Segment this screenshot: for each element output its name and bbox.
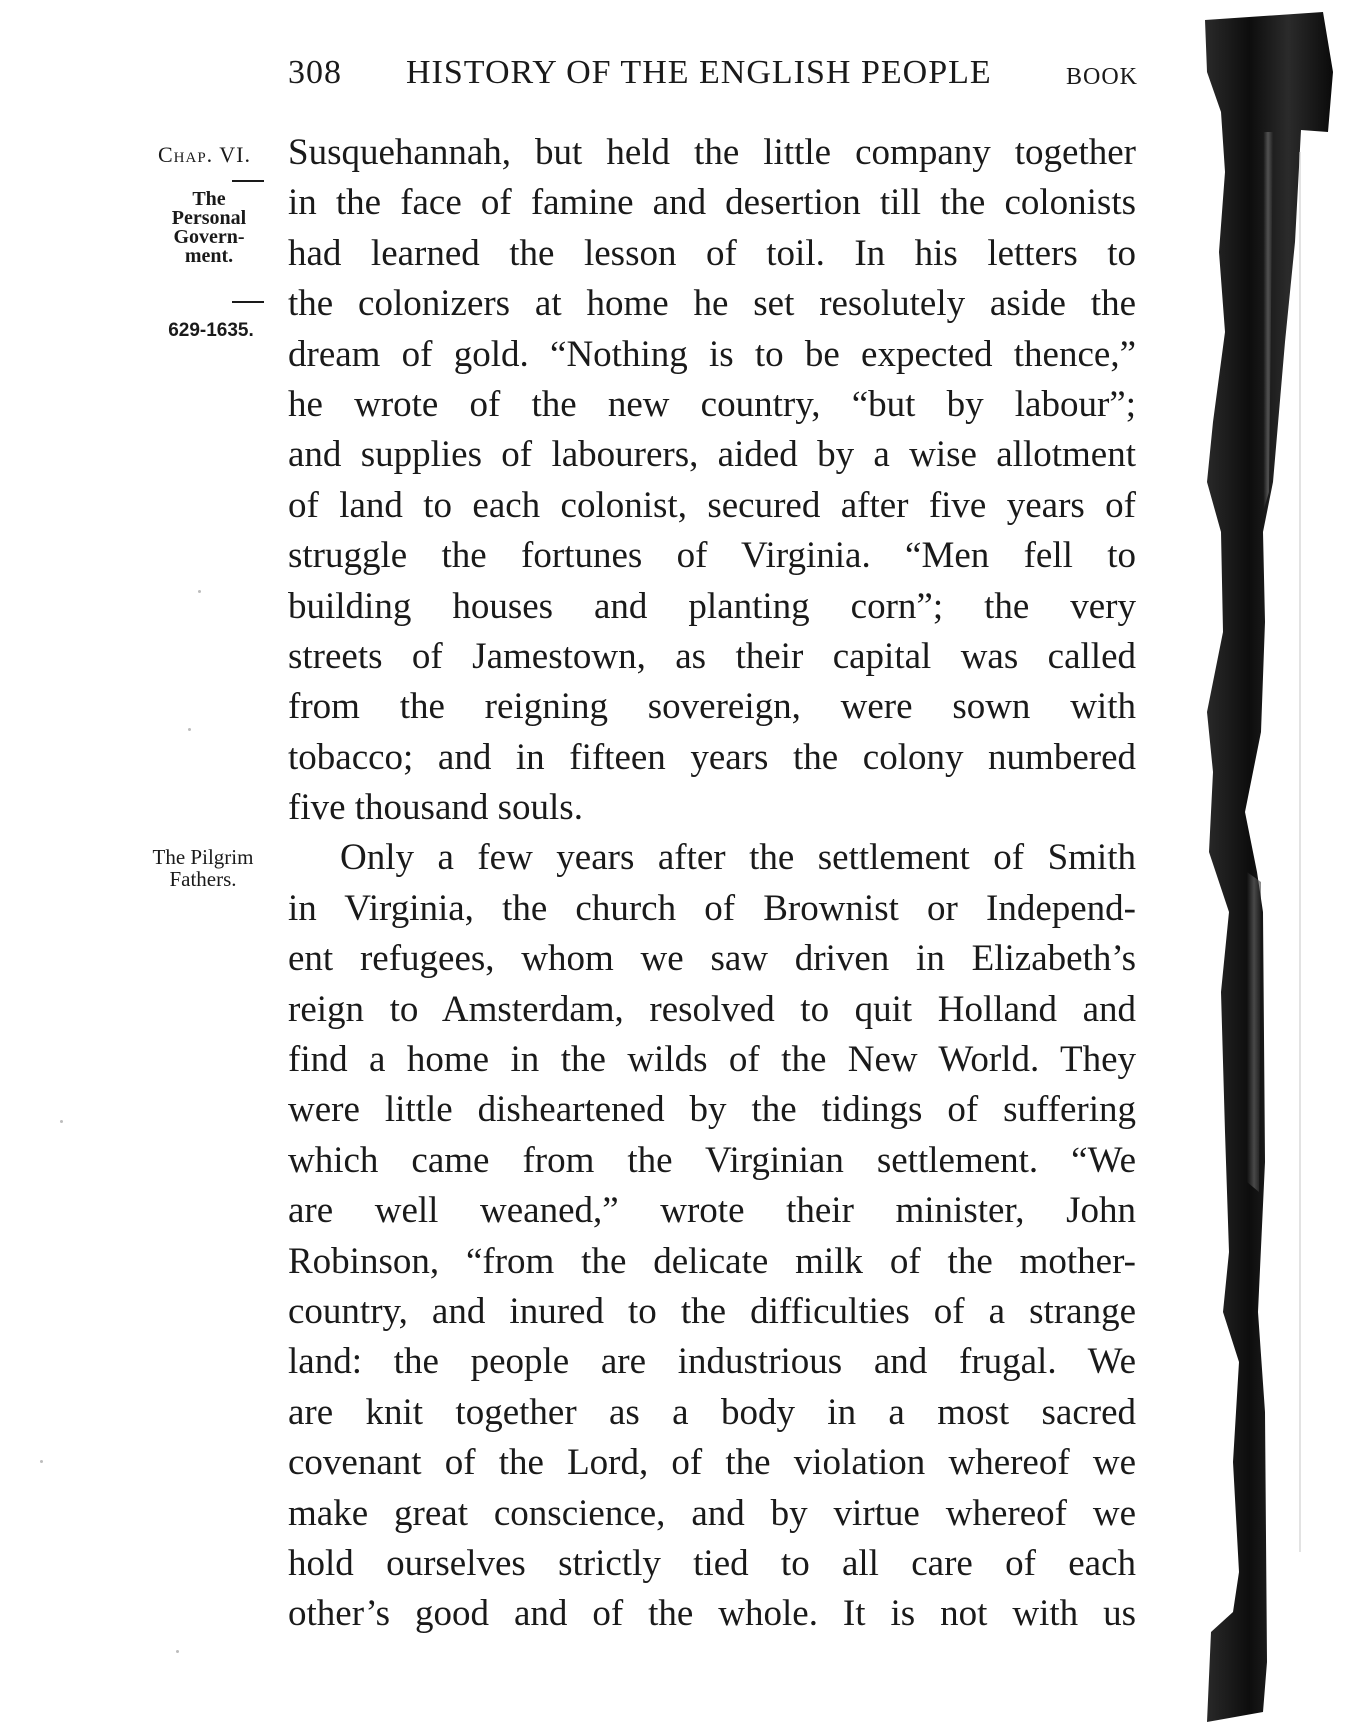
text-line: country, and inured to the difficulties of a strange xyxy=(288,1290,1136,1332)
margin-rule-top xyxy=(232,180,264,182)
text-line: make great conscience, and by virtue whereof we xyxy=(288,1492,1136,1534)
text-line: find a home in the wilds of the New World. They xyxy=(288,1039,1136,1081)
text-line: are well weaned,” wrote their minister, John xyxy=(288,1190,1136,1232)
scan-speck xyxy=(198,590,201,593)
running-book-label: BOOK xyxy=(1065,64,1138,90)
sidenote-topic-line: ment. xyxy=(184,245,234,267)
text-line: of land to each colonist, secured after five years of xyxy=(288,484,1136,526)
text-line: struggle the fortunes of Virginia. “Men fell to xyxy=(288,535,1136,577)
text-line: in the face of famine and desertion till the colonists xyxy=(288,182,1136,224)
margin-rule-bottom xyxy=(232,301,264,303)
text-line: Robinson, “from the delicate milk of the mother- xyxy=(288,1240,1136,1282)
running-title: HISTORY OF THE ENGLISH PEOPLE xyxy=(406,54,992,91)
text-line: dream of gold. “Nothing is to be expected thence,” xyxy=(288,333,1136,375)
paragraph-colonists xyxy=(288,128,1136,833)
text-line: were little disheartened by the tidings of suffering xyxy=(288,1089,1136,1131)
text-line: ent refugees, whom we saw driven in Elizabeth’s xyxy=(288,938,1136,980)
running-header xyxy=(288,48,1138,98)
scan-speck xyxy=(188,728,191,731)
text-line: and supplies of labourers, aided by a wise allotment xyxy=(288,434,1136,476)
body-text xyxy=(288,128,1136,1640)
text-line: reign to Amsterdam, resolved to quit Holland and xyxy=(288,988,1136,1030)
text-line: other’s good and of the whole. It is not with us xyxy=(288,1593,1136,1635)
scan-speck xyxy=(40,1460,43,1463)
text-line: building houses and planting corn”; the very xyxy=(288,585,1136,627)
scan-speck xyxy=(60,1120,63,1123)
sidenote-topic xyxy=(148,190,270,266)
sidenote-topic-line: Personal xyxy=(171,207,247,229)
text-line: tobacco; and in fifteen years the colony numbered xyxy=(288,736,1136,778)
text-line: five thousand souls. xyxy=(288,787,583,829)
text-line: covenant of the Lord, of the violation whereof we xyxy=(288,1442,1136,1484)
text-line: from the reigning sovereign, were sown with xyxy=(288,686,1136,728)
text-line: had learned the lesson of toil. In his letters to xyxy=(288,232,1136,274)
sidenote-pilgrim-fathers xyxy=(128,846,278,890)
chapter-label: Chap. VI. xyxy=(158,142,251,167)
sidenote-pilgrim-line: The Pilgrim xyxy=(152,845,254,869)
sidenote-topic-line: Govern- xyxy=(173,226,245,248)
sidenote-pilgrim-line: Fathers. xyxy=(169,867,237,891)
sidenote-years: 629-1635. xyxy=(168,320,254,341)
text-line: land: the people are industrious and frugal. We xyxy=(288,1341,1136,1383)
text-line: streets of Jamestown, as their capital was called xyxy=(288,635,1136,677)
scan-speck xyxy=(176,1650,179,1653)
text-line: he wrote of the new country, “but by labour”; xyxy=(288,383,1136,425)
text-line: which came from the Virginian settlement. “We xyxy=(288,1139,1136,1181)
text-line: hold ourselves strictly tied to all care of each xyxy=(288,1542,1136,1584)
page-number: 308 xyxy=(288,54,342,91)
text-line: Only a few years after the settlement of Smith xyxy=(340,837,1136,879)
text-line: in Virginia, the church of Brownist or Independ- xyxy=(288,887,1136,929)
text-line: Susquehannah, but held the little company together xyxy=(288,132,1136,173)
scanned-page-edge xyxy=(1203,12,1351,1736)
text-line: are knit together as a body in a most sacred xyxy=(288,1391,1136,1433)
sidenote-topic-line: The xyxy=(192,188,226,210)
text-line: the colonizers at home he set resolutely aside the xyxy=(288,283,1136,325)
paragraph-pilgrim-fathers xyxy=(288,833,1136,1639)
